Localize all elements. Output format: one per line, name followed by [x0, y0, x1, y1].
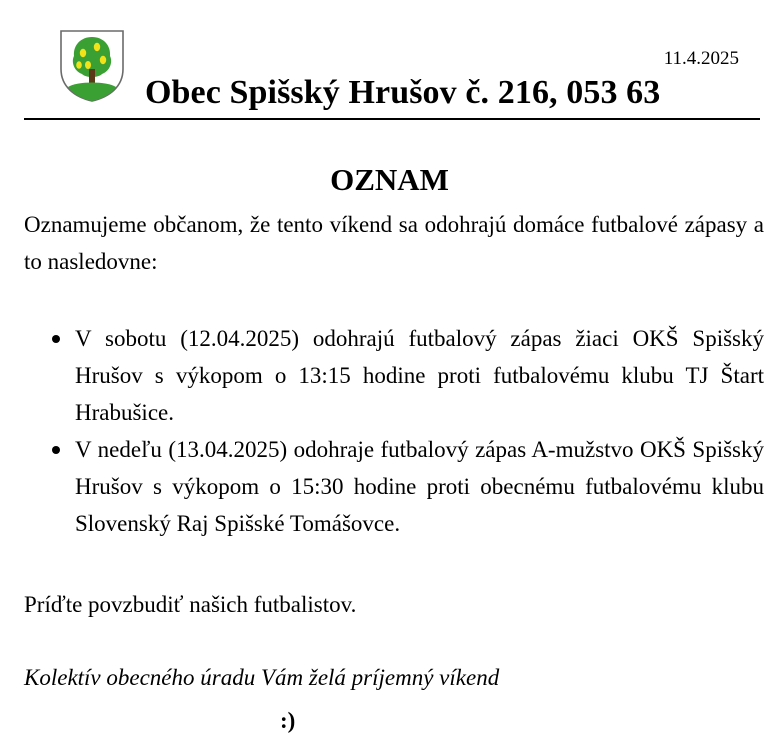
bullet-dot-icon [52, 335, 60, 343]
municipality-address: Obec Spišský Hrušov č. 216, 053 63 [145, 74, 661, 111]
bullet-dot-icon [52, 446, 60, 454]
match-item-sunday [24, 431, 764, 542]
match-item-text: V sobotu (12.04.2025) odohrajú futbalový zápas žiaci OKŠ Spišský Hrušov s výkopom o 13:15 hodine proti futbalovému klubu TJ Štart Hrabušice. [75, 326, 764, 425]
notice-title: OZNAM [330, 162, 449, 197]
encouragement-text: Príďte povzbudiť našich futbalistov. [24, 592, 357, 617]
match-item-text: V nedeľu (13.04.2025) odohraje futbalový zápas A-mužstvo OKŠ Spišský Hrušov s výkopom o 15:30 hodine proti obecnému futbalovému klubu Slovenský Raj Spišské Tomášovce. [75, 437, 764, 536]
match-item-saturday [24, 320, 764, 431]
closing-wish: Kolektív obecného úradu Vám želá príjemný víkend [24, 665, 500, 690]
notice-intro: Oznamujeme občanom, že tento víkend sa odohrajú domáce futbalové zápasy a to nasledovne: [24, 212, 764, 274]
smiley-text: :) [280, 708, 296, 733]
match-list [24, 320, 764, 542]
document-date: 11.4.2025 [663, 48, 739, 69]
